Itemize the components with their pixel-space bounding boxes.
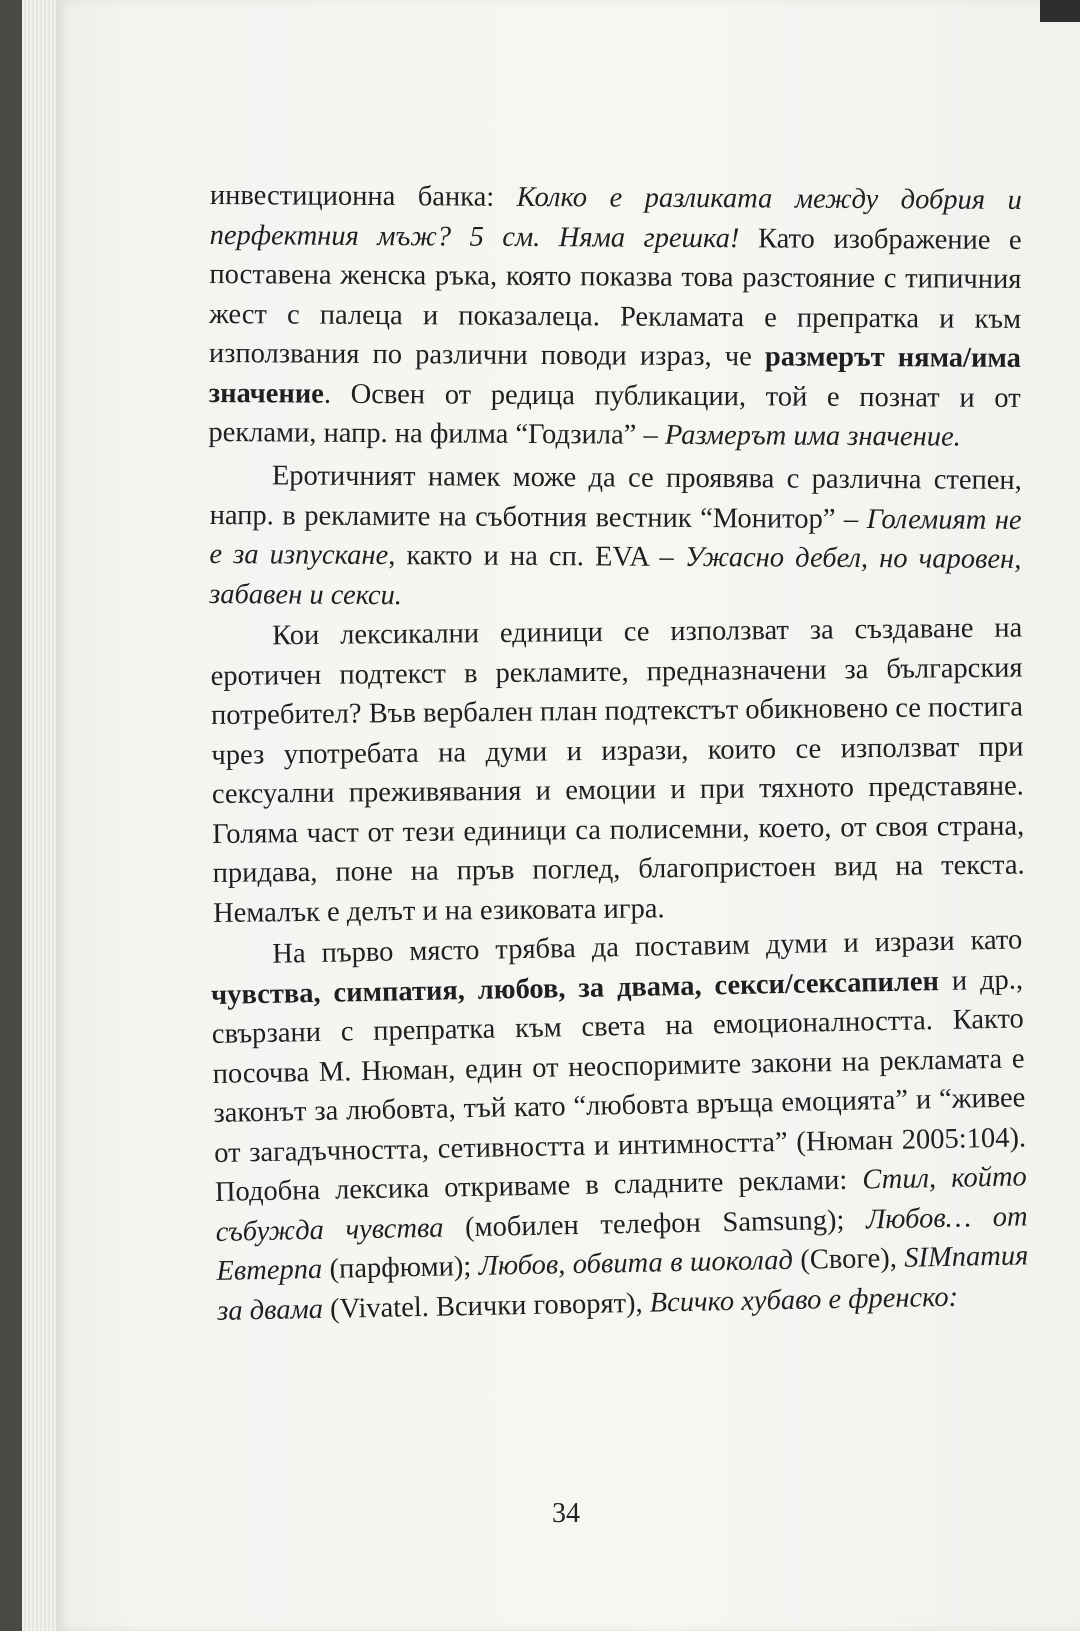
- paragraph-4-segment-8: Любов, обвита в шоколад: [478, 1244, 794, 1282]
- paragraph-1-segment-4: размерът няма/има значение: [208, 341, 1022, 410]
- paragraph-4: [210, 920, 1029, 1331]
- paragraph-2-segment-1: Еротичният намек може да се проявява с различна степен, напр. в рекламите на съботния вестник “Монитор” –: [209, 459, 1022, 535]
- page-number: 34: [552, 1498, 580, 1529]
- paragraph-1-segment-3: Като изображение е поставена женска ръка, която показва това разстояние с типичния жест с палеца и показалеца. Рекламата е препратка и към използвания по различни поводи израз, че: [208, 222, 1022, 373]
- paragraph-4-segment-6: Любов… от Евтерпа: [216, 1200, 1028, 1287]
- paragraph-4-segment-7: (парфюми);: [321, 1250, 479, 1285]
- page-body-text: [208, 176, 1029, 1334]
- paragraph-3: [210, 608, 1025, 932]
- paragraph-4-segment-5: (мобилен телефон Samsung);: [443, 1203, 867, 1243]
- paragraph-4-segment-3: и др., свързани с препратка към света на емоционалността. Както посочва М. Нюман, един от неоспоримите закони на рекламата е законът за любовта, тъй като “любовта връща емоцията” и “живее от загадъчността, сетивността и интимността” (Нюман 2005:104). Подобна лексика откриваме в сладните реклами:: [211, 963, 1027, 1208]
- paragraph-1-segment-2: Колко е разликата между добрия и перфектния мъж? 5 см. Няма грешка!: [209, 181, 1022, 254]
- paragraph-2-segment-3: , както и на сп. EVA –: [388, 539, 686, 573]
- paragraph-4-segment-10: SIMпатия за двама: [216, 1239, 1029, 1326]
- scan-corner-shadow: [1040, 0, 1080, 22]
- paragraph-1-segment-5: . Освен от редица публикации, той е познат и от реклами, напр. на филма “Годзила” –: [208, 378, 1021, 451]
- paragraph-1-segment-6: Размерът има значение.: [664, 419, 961, 453]
- paragraph-4-segment-9: (Своге),: [792, 1242, 905, 1276]
- paragraph-4-segment-11: (Vivatel. Всички говорят),: [322, 1286, 651, 1324]
- paragraph-2: [209, 456, 1022, 619]
- paragraph-4-segment-4: Стил, който събужда чувства: [215, 1160, 1028, 1247]
- paragraph-2-segment-2: Големият не е за изпускане: [209, 503, 1022, 571]
- paragraph-4-segment-1: На първо място трябва да поставим думи и изрази като: [272, 923, 1023, 970]
- paragraph-2-segment-4: Ужасно дебел, но чаровен, забавен и секси.: [209, 541, 1022, 611]
- paragraph-3-segment-1: Кои лексикални единици се използват за създаване на еротичен подтекст в рекламите, предназначени за българския потребител? Във вербален план подтекстът обикновено се постига чрез употребата на думи и изрази, които се използват при сексуални преживявания и емоции и при тяхното представяне. Голяма част от тези единици са полисемни, което, от своя страна, придава, поне на пръв поглед, благопристоен вид на текста. Немалък е делът и на езиковата игра.: [210, 611, 1025, 928]
- paragraph-1-segment-1: инвестиционна банка:: [209, 179, 517, 213]
- paragraph-4-segment-2: чувства, симпатия, любов, за двама, секси/сексапилен: [210, 965, 940, 1010]
- paragraph-1: [208, 176, 1022, 457]
- paragraph-4-segment-12: Всичко хубаво е френско:: [649, 1280, 959, 1318]
